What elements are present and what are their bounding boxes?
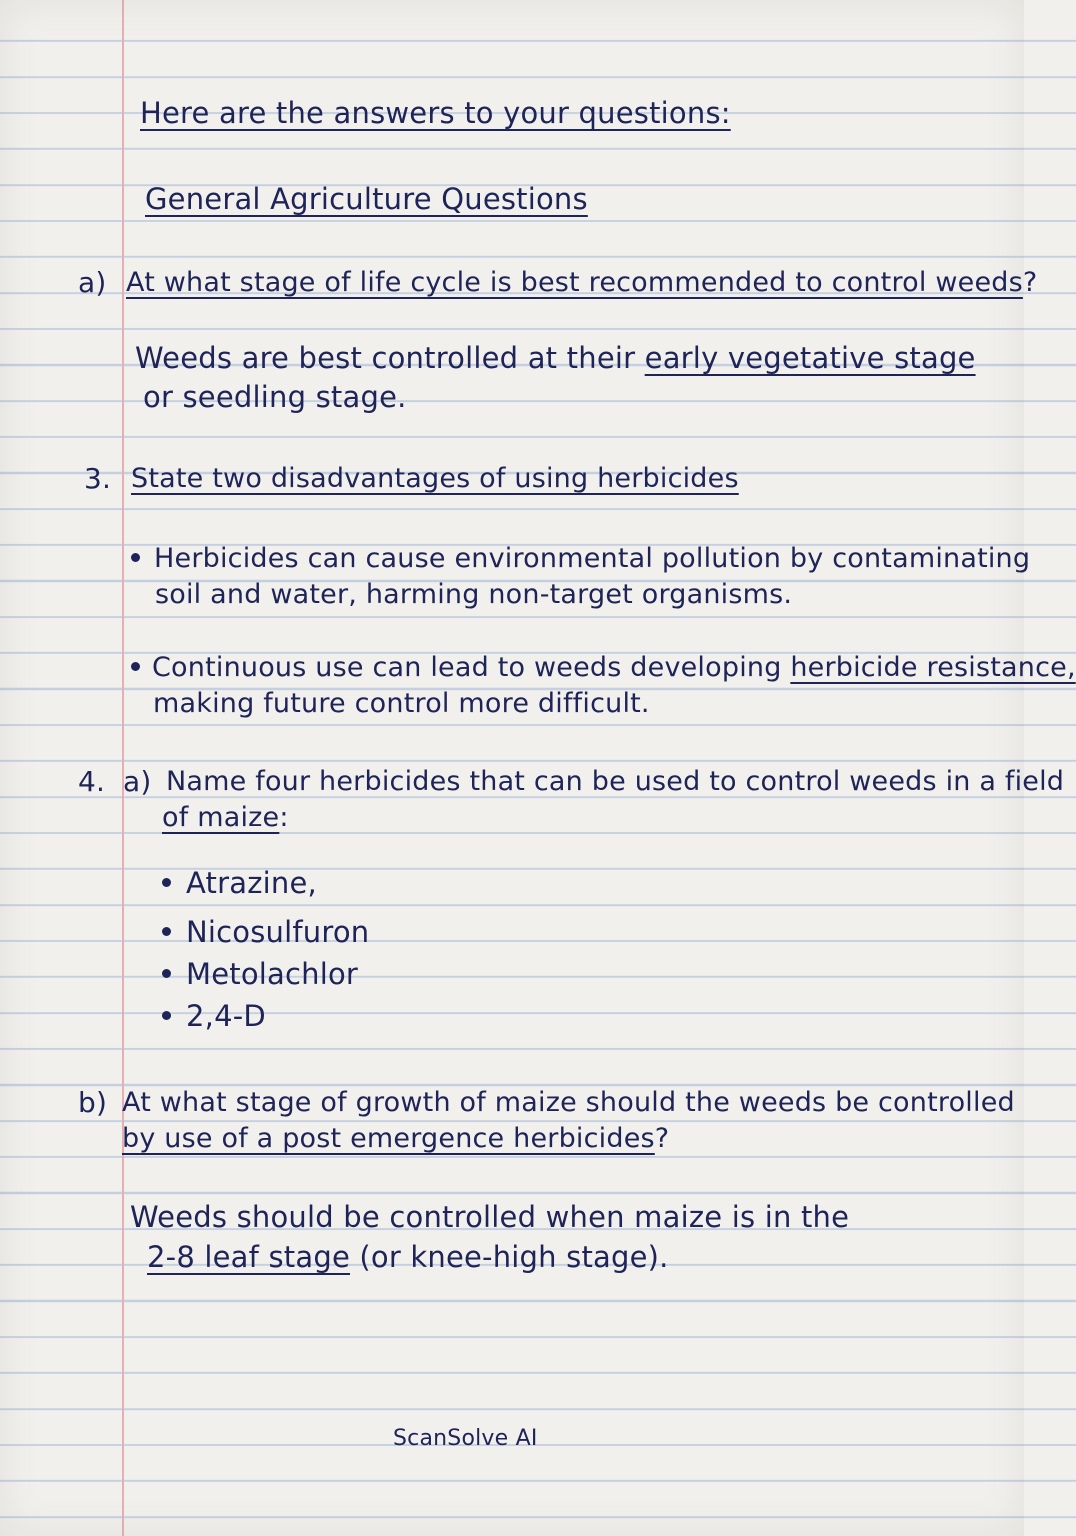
section-title: General Agriculture Questions	[145, 182, 588, 216]
answer-a-text: Weeds are best controlled at their	[135, 341, 645, 375]
herbicide-item: Atrazine,	[186, 866, 317, 900]
disadvantage-2-line2: making future control more difficult.	[153, 688, 650, 719]
bullet-dot	[162, 878, 171, 887]
question-a-mark: ?	[1022, 267, 1038, 298]
page-heading: Here are the answers to your questions:	[140, 96, 731, 130]
question-4b-label: b)	[78, 1086, 108, 1119]
question-4b-mark: ?	[654, 1123, 670, 1154]
question-4-label: 4.	[78, 765, 106, 798]
question-a-text: At what stage of life cycle is best recommended to control weeds	[126, 267, 1023, 298]
question-4a-label: a)	[123, 765, 152, 798]
question-a-label: a)	[78, 266, 107, 299]
question-4a-maize: of maize	[162, 802, 280, 833]
disadvantage-1-line1: Herbicides can cause environmental pollution by contaminating	[154, 543, 1031, 574]
herbicide-item: Metolachlor	[186, 957, 359, 991]
answer-4b-line2	[147, 1240, 669, 1274]
question-4a-line2	[162, 801, 289, 835]
question-3-text: State two disadvantages of using herbicides	[131, 463, 739, 494]
herbicide-item: 2,4-D	[186, 999, 266, 1033]
answer-a-emphasis: early vegetative stage	[644, 341, 976, 375]
bullet-dot	[131, 662, 140, 671]
question-a	[126, 266, 1037, 300]
disadvantage-2-text: Continuous use can lead to weeds developing	[152, 652, 791, 683]
question-4a-line1: Name four herbicides that can be used to control weeds in a field	[166, 766, 1065, 797]
bullet-dot	[162, 1011, 171, 1020]
answer-a-line1	[135, 341, 976, 375]
question-4a-colon: :	[279, 802, 289, 833]
footer-brand: ScanSolve AI	[393, 1426, 538, 1451]
bullet-dot	[131, 553, 140, 562]
bullet-dot	[162, 969, 171, 978]
bullet-dot	[162, 927, 171, 936]
disadvantage-2-line1	[152, 651, 1076, 685]
question-4b-underlined: by use of a post emergence herbicides	[122, 1123, 655, 1154]
answer-4b-text: (or knee-high stage).	[349, 1240, 669, 1274]
question-3-label: 3.	[84, 462, 112, 495]
answer-4b-line1: Weeds should be controlled when maize is in the	[130, 1200, 850, 1234]
question-4b-line2	[122, 1122, 669, 1156]
disadvantage-1-line2: soil and water, harming non-target organisms.	[155, 579, 793, 610]
disadvantage-2-emphasis: herbicide resistance,	[790, 652, 1076, 683]
question-4b-line1: At what stage of growth of maize should the weeds be controlled	[122, 1087, 1015, 1118]
answer-a-line2: or seedling stage.	[143, 380, 407, 414]
herbicide-item: Nicosulfuron	[186, 915, 370, 949]
answer-4b-emphasis: 2-8 leaf stage	[147, 1240, 350, 1274]
